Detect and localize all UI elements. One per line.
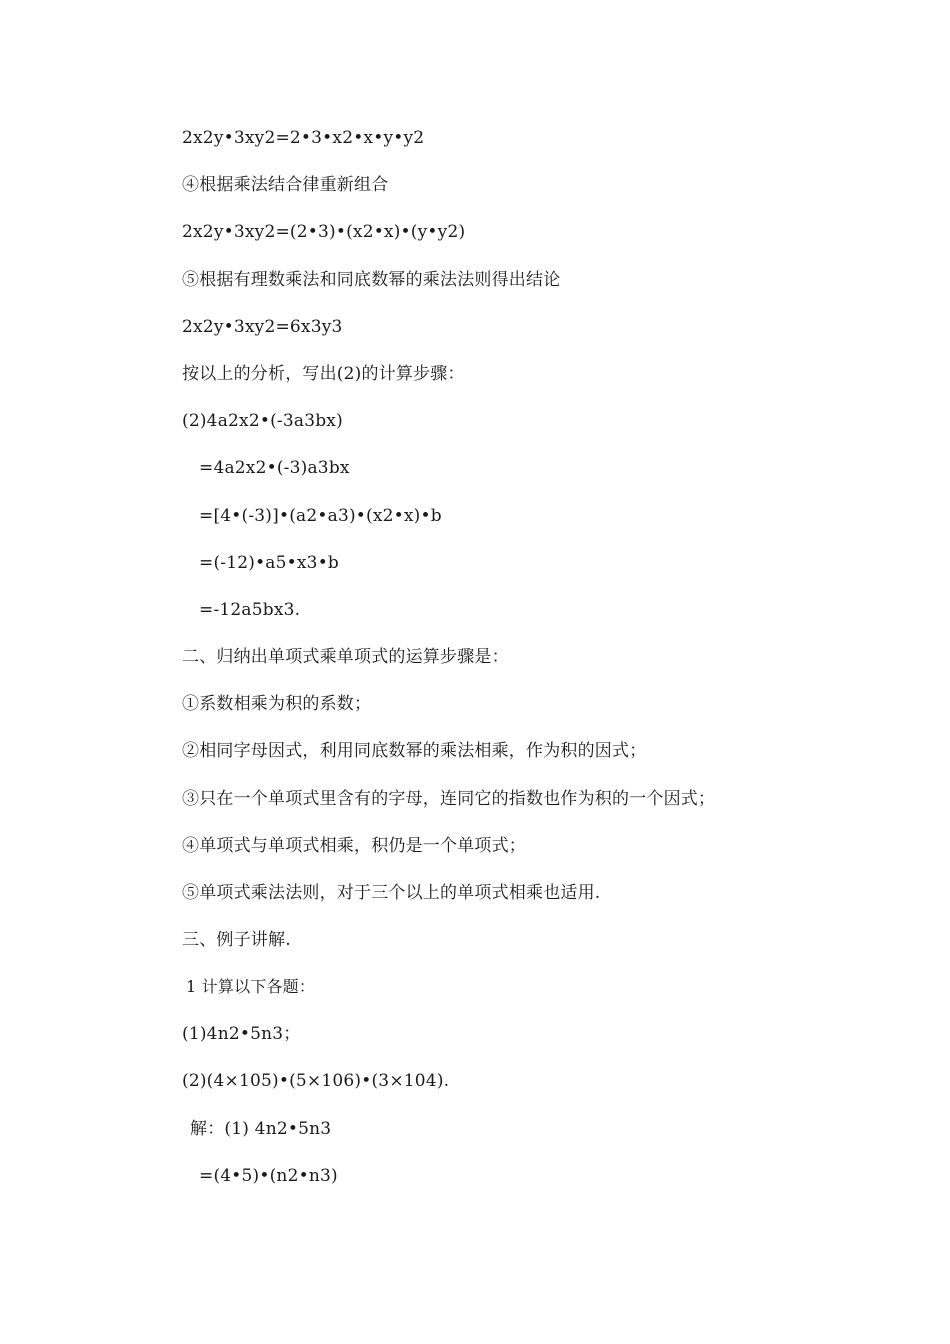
text-line: ③只在一个单项式里含有的字母，连同它的指数也作为积的一个因式； bbox=[182, 789, 716, 809]
text-line: ⑤单项式乘法法则，对于三个以上的单项式相乘也适用. bbox=[182, 883, 601, 903]
text-line: 1 计算以下各题： bbox=[186, 977, 316, 996]
text-line: =(4•5)•(n2•n3) bbox=[199, 1166, 338, 1186]
section-heading: 二、归纳出单项式乘单项式的运算步骤是： bbox=[182, 647, 509, 667]
text-line: ①系数相乘为积的系数； bbox=[182, 694, 372, 714]
text-line: 2x2y•3xy2=2•3•x2•x•y•y2 bbox=[182, 128, 425, 148]
text-line: ④单项式与单项式相乘，积仍是一个单项式； bbox=[182, 836, 526, 856]
text-line: =4a2x2•(-3)a3bx bbox=[199, 458, 350, 478]
text-line: ⑤根据有理数乘法和同底数幂的乘法法则得出结论 bbox=[182, 270, 561, 290]
text-line: 2x2y•3xy2=6x3y3 bbox=[182, 317, 343, 337]
text-line: ②相同字母因式，利用同底数幂的乘法相乘，作为积的因式； bbox=[182, 741, 647, 761]
text-line: (2)(4×105)•(5×106)•(3×104). bbox=[182, 1071, 450, 1091]
text-line: =(-12)•a5•x3•b bbox=[199, 553, 340, 573]
text-line: (2)4a2x2•(-3a3bx) bbox=[182, 411, 343, 431]
text-line: =[4•(-3)]•(a2•a3)•(x2•x)•b bbox=[199, 506, 442, 526]
text-line: 按以上的分析，写出(2)的计算步骤： bbox=[182, 364, 465, 384]
text-line: ④根据乘法结合律重新组合 bbox=[182, 175, 389, 195]
text-line: 解：(1) 4n2•5n3 bbox=[190, 1119, 332, 1139]
text-line: =-12a5bx3. bbox=[199, 600, 301, 620]
text-line: 2x2y•3xy2=(2•3)•(x2•x)•(y•y2) bbox=[182, 222, 466, 242]
section-heading: 三、例子讲解. bbox=[182, 930, 291, 950]
text-line: (1)4n2•5n3； bbox=[182, 1024, 301, 1044]
